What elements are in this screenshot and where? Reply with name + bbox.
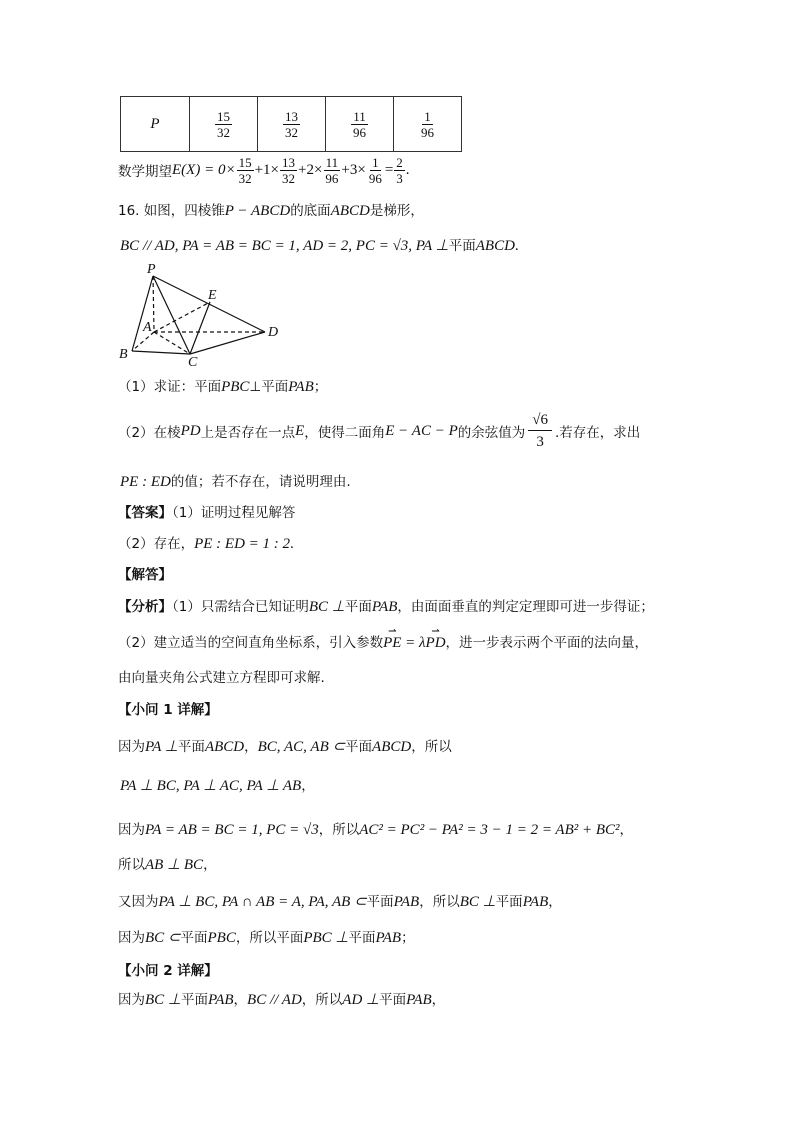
sub1-line-5: 又因为PA ⊥ BC, PA ∩ AB = A, PA, AB ⊂平面PAB，所以BC ⊥平面PAB， <box>118 894 562 910</box>
pyramid-figure <box>115 262 290 370</box>
edge-PA <box>153 276 154 332</box>
label-B: B <box>119 347 128 362</box>
edge-PC <box>153 276 190 354</box>
sub1-line-2: PA ⊥ BC, PA ⊥ AC, PA ⊥ AB， <box>120 778 315 794</box>
table-cell: $\frac{13}{32}$ <box>258 97 326 152</box>
label-D: D <box>268 325 279 340</box>
table-cell: $\frac{15}{32}$ <box>190 97 258 152</box>
problem-conditions: BC // AD, PA = AB = BC = 1, AD = 2, PC = √3, PA ⊥平面ABCD. <box>120 238 519 254</box>
answer-line-2: （2）存在，PE : ED = 1 : 2. <box>118 536 294 552</box>
analysis-line-2: （2）建立适当的空间直角坐标系，引入参数⇀ PE = λ⇀ PD，进一步表示两个平面的法向量， <box>118 631 648 652</box>
edge-CE <box>190 302 210 354</box>
question-2-line2: PE : ED的值；若不存在，请说明理由. <box>120 474 351 490</box>
solution-tag: 【解答】 <box>118 567 172 583</box>
sub2-tag: 【小问 2 详解】 <box>118 963 218 979</box>
label-P: P <box>147 262 156 277</box>
sub1-line-6: 因为BC ⊂平面PBC，所以平面PBC ⊥平面PAB； <box>118 930 415 946</box>
edge-PB <box>132 276 153 351</box>
sub2-line-1: 因为BC ⊥平面PAB，BC // AD，所以AD ⊥平面PAB， <box>118 992 446 1008</box>
table-row-label: P <box>121 97 190 152</box>
answer-line-1: 【答案】（1）证明过程见解答 <box>118 505 296 521</box>
edge-BC <box>132 351 190 354</box>
label-C: C <box>188 355 198 370</box>
probability-table <box>120 96 462 152</box>
label-E: E <box>208 288 217 303</box>
label-A: A <box>143 320 152 335</box>
sub1-line-1: 因为PA ⊥平面ABCD，BC, AC, AB ⊂平面ABCD，所以 <box>118 739 452 755</box>
question-2: （2）在棱 PD 上是否存在一点 E ，使得二面角 E − AC − P 的余弦值为 $\frac{√6}{3}$ .若存在，求出 <box>118 412 641 450</box>
question-1: （1）求证：平面PBC⊥平面PAB； <box>118 379 328 395</box>
edge-CD <box>190 332 265 354</box>
analysis-line-3: 由向量夹角公式建立方程即可求解. <box>118 670 325 686</box>
problem-intro: 16. 如图，四棱锥P − ABCD的底面ABCD是梯形， <box>118 203 424 219</box>
edge-AE <box>154 302 210 332</box>
table-cell: $\frac{1}{96}$ <box>394 97 462 152</box>
sub1-line-4: 所以AB ⊥ BC， <box>118 857 217 873</box>
expectation-line: 数学期望 E(X) = 0× $\frac{15}{32}$ +1× $\frac{13}{32}$ +2× $\frac{11}{96}$ +3× $\frac{1}{96}$ = $\frac{2}{3}$ . <box>118 154 410 186</box>
sub1-tag: 【小问 1 详解】 <box>118 702 218 718</box>
analysis-line-1: 【分析】（1）只需结合已知证明BC ⊥平面PAB，由面面垂直的判定定理即可进一步得证； <box>118 599 654 615</box>
sub1-line-3: 因为PA = AB = BC = 1, PC = √3，所以AC² = PC² − PA² = 3 − 1 = 2 = AB² + BC²， <box>118 822 634 838</box>
table-cell: $\frac{11}{96}$ <box>326 97 394 152</box>
